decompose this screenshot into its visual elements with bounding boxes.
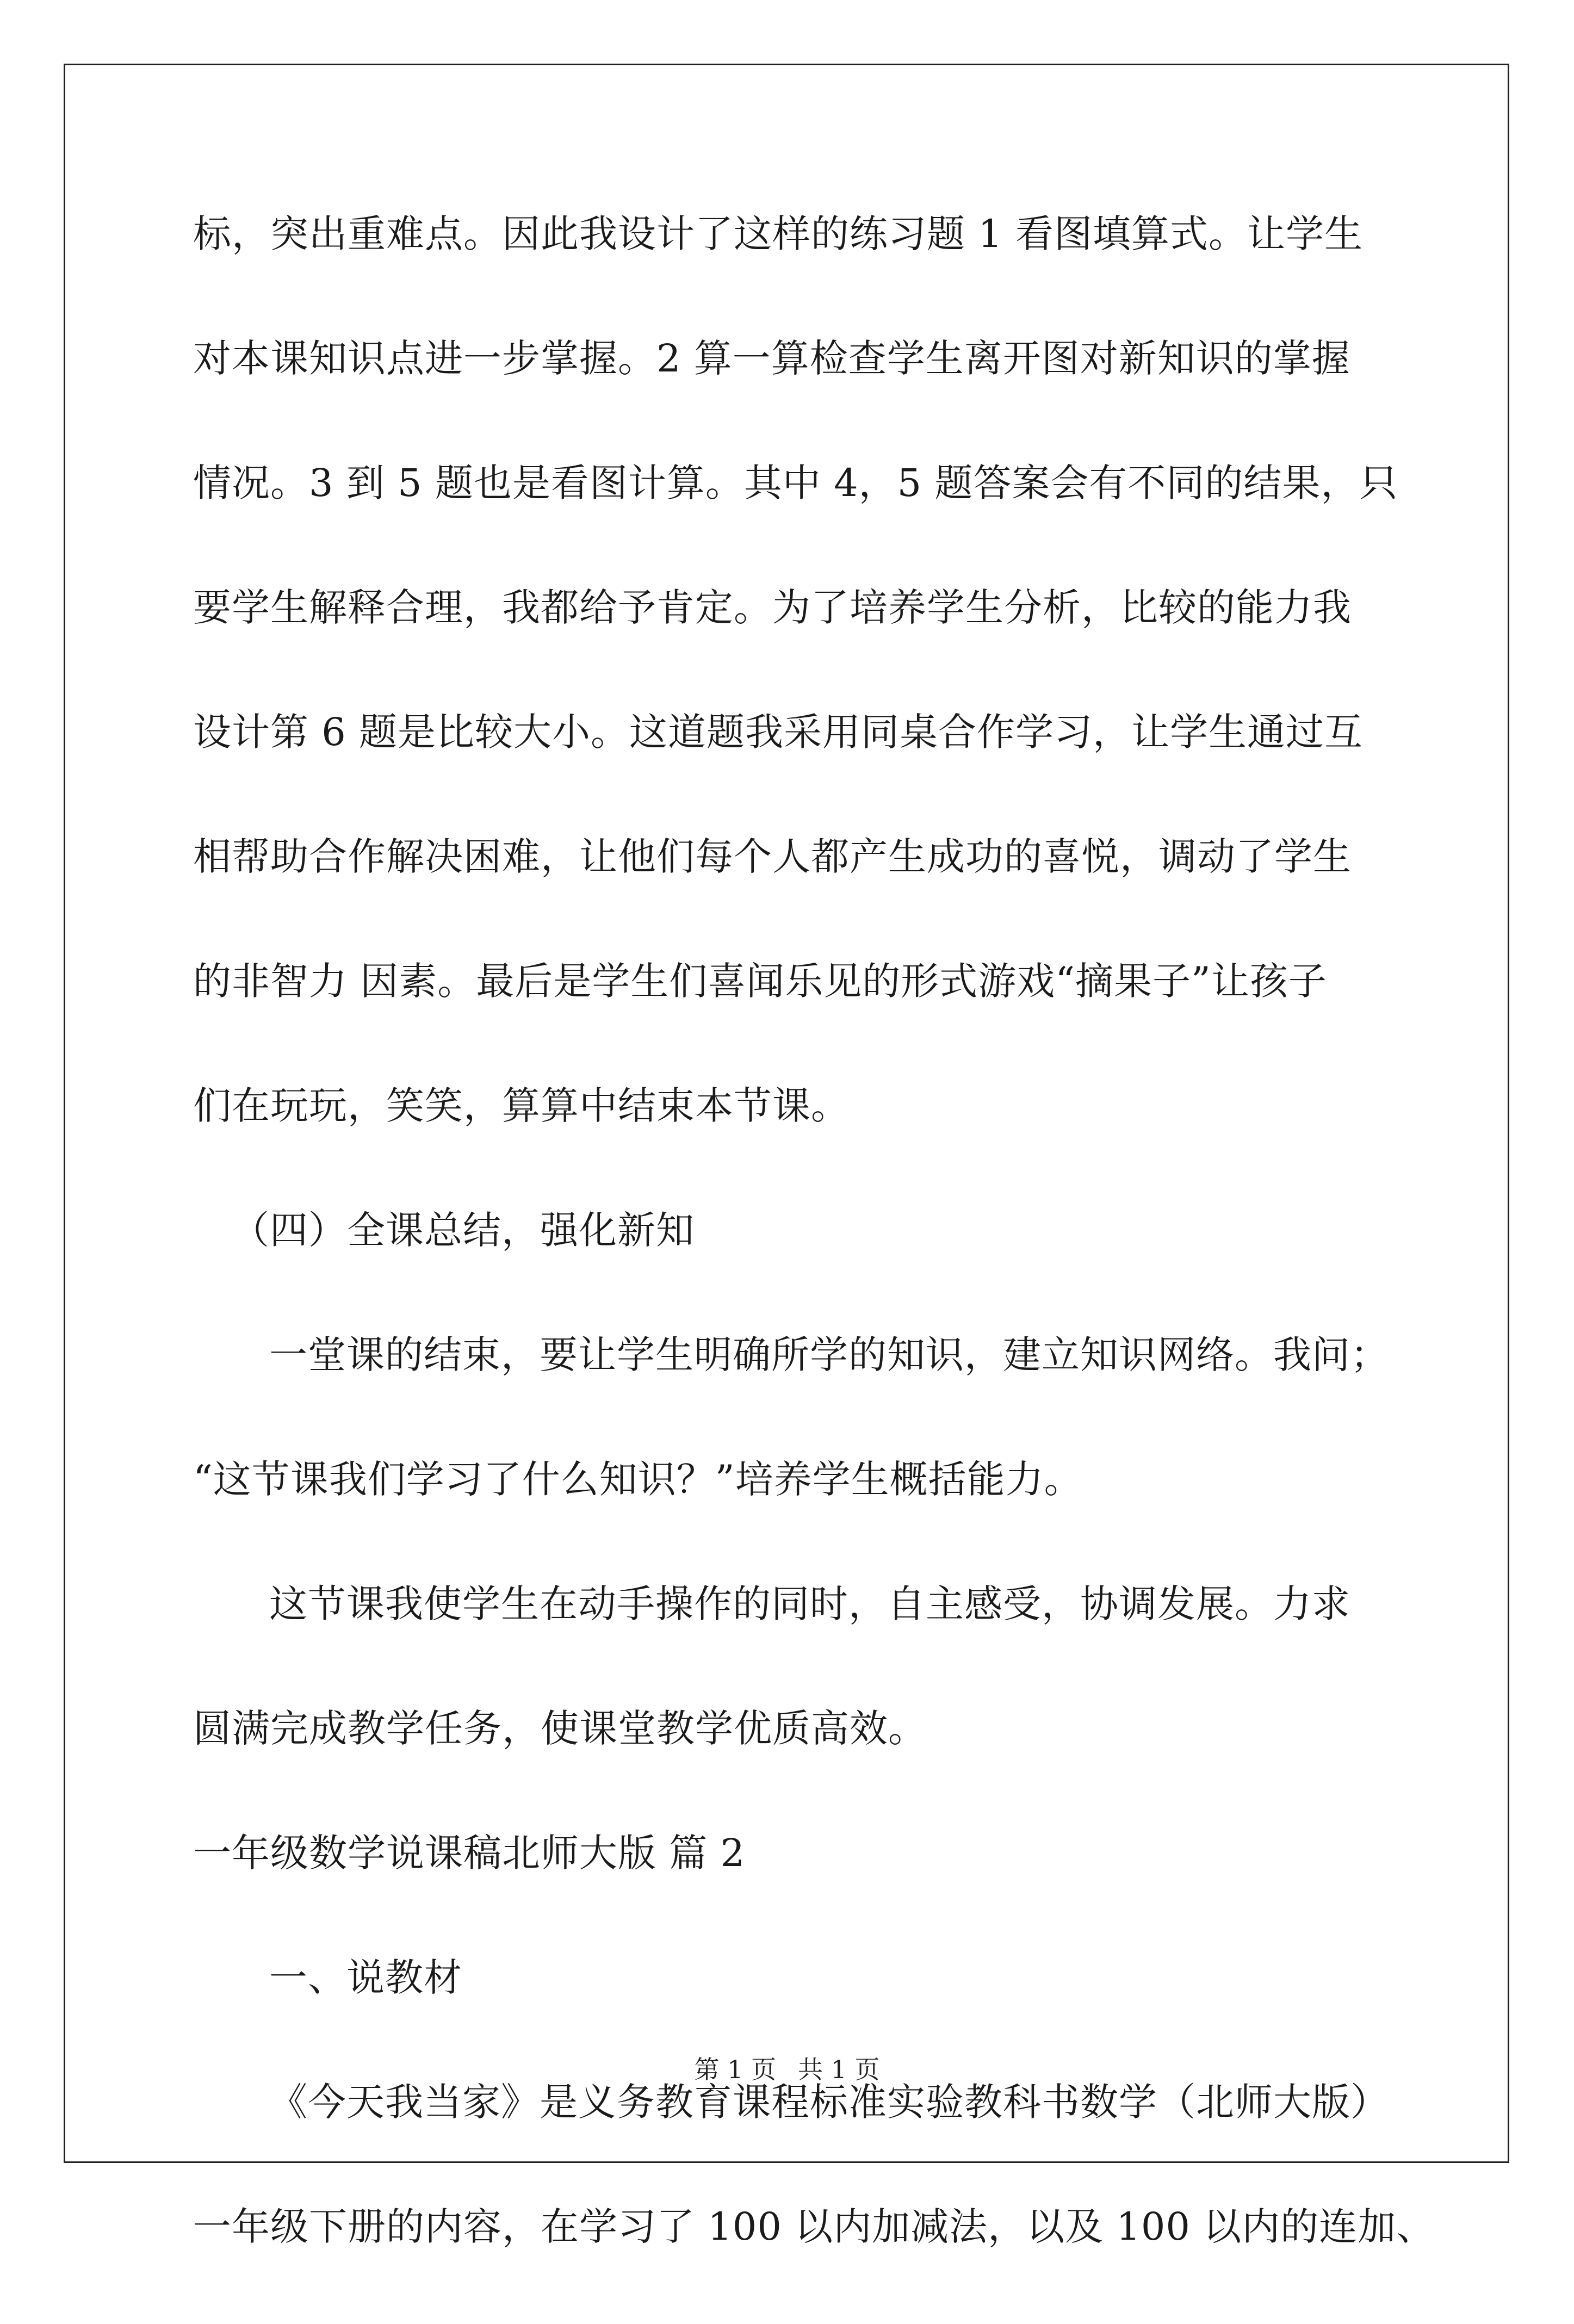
paragraph-line: 情况。3 到 5 题也是看图计算。其中 4，5 题答案会有不同的结果，只 [193, 461, 1398, 505]
paragraph-line: 的非智力 因素。最后是学生们喜闻乐见的形式游戏“摘果子”让孩子 [193, 959, 1327, 1003]
page-number: 第 1 页 [694, 2055, 776, 2084]
paragraph-line: 标，突出重难点。因此我设计了这样的练习题 1 看图填算式。让学生 [193, 212, 1364, 256]
paragraph-line: 相帮助合作解决困难，让他们每个人都产生成功的喜悦，调动了学生 [193, 834, 1352, 879]
paragraph-line: “这节课我们学习了什么知识？”培养学生概括能力。 [193, 1457, 1083, 1502]
paragraph-line: 们在玩玩，笑笑，算算中结束本节课。 [193, 1083, 850, 1128]
paragraph-line: 圆满完成教学任务，使课堂教学优质高效。 [193, 1706, 927, 1751]
paragraph-line: 要学生解释合理，我都给予肯定。为了培养学生分析，比较的能力我 [193, 585, 1352, 630]
paragraph-line: 一年级下册的内容，在学习了 100 以内加减法，以及 100 以内的连加、 [193, 2204, 1435, 2249]
paragraph-line: 这节课我使学生在动手操作的同时，自主感受，协调发展。力求 [269, 1582, 1350, 1626]
page-total: 共 1 页 [798, 2055, 880, 2084]
section-heading: （四）全课总结，强化新知 [231, 1208, 695, 1253]
page-footer [0, 2053, 1574, 2086]
document-body [193, 207, 1435, 2324]
paragraph-line: 对本课知识点进一步掌握。2 算一算检查学生离开图对新知识的掌握 [193, 336, 1350, 381]
paragraph-line: 设计第 6 题是比较大小。这道题我采用同桌合作学习，让学生通过互 [193, 710, 1364, 754]
paragraph-line: 一堂课的结束，要让学生明确所学的知识，建立知识网络。我问； [269, 1333, 1389, 1377]
paragraph-line: 《今天我当家》是义务教育课程标准实验教科书数学（北师大版） [269, 2080, 1389, 2124]
article-title: 一年级数学说课稿北师大版 篇 2 [193, 1831, 746, 1875]
section-heading: 一、说教材 [269, 1955, 462, 2000]
